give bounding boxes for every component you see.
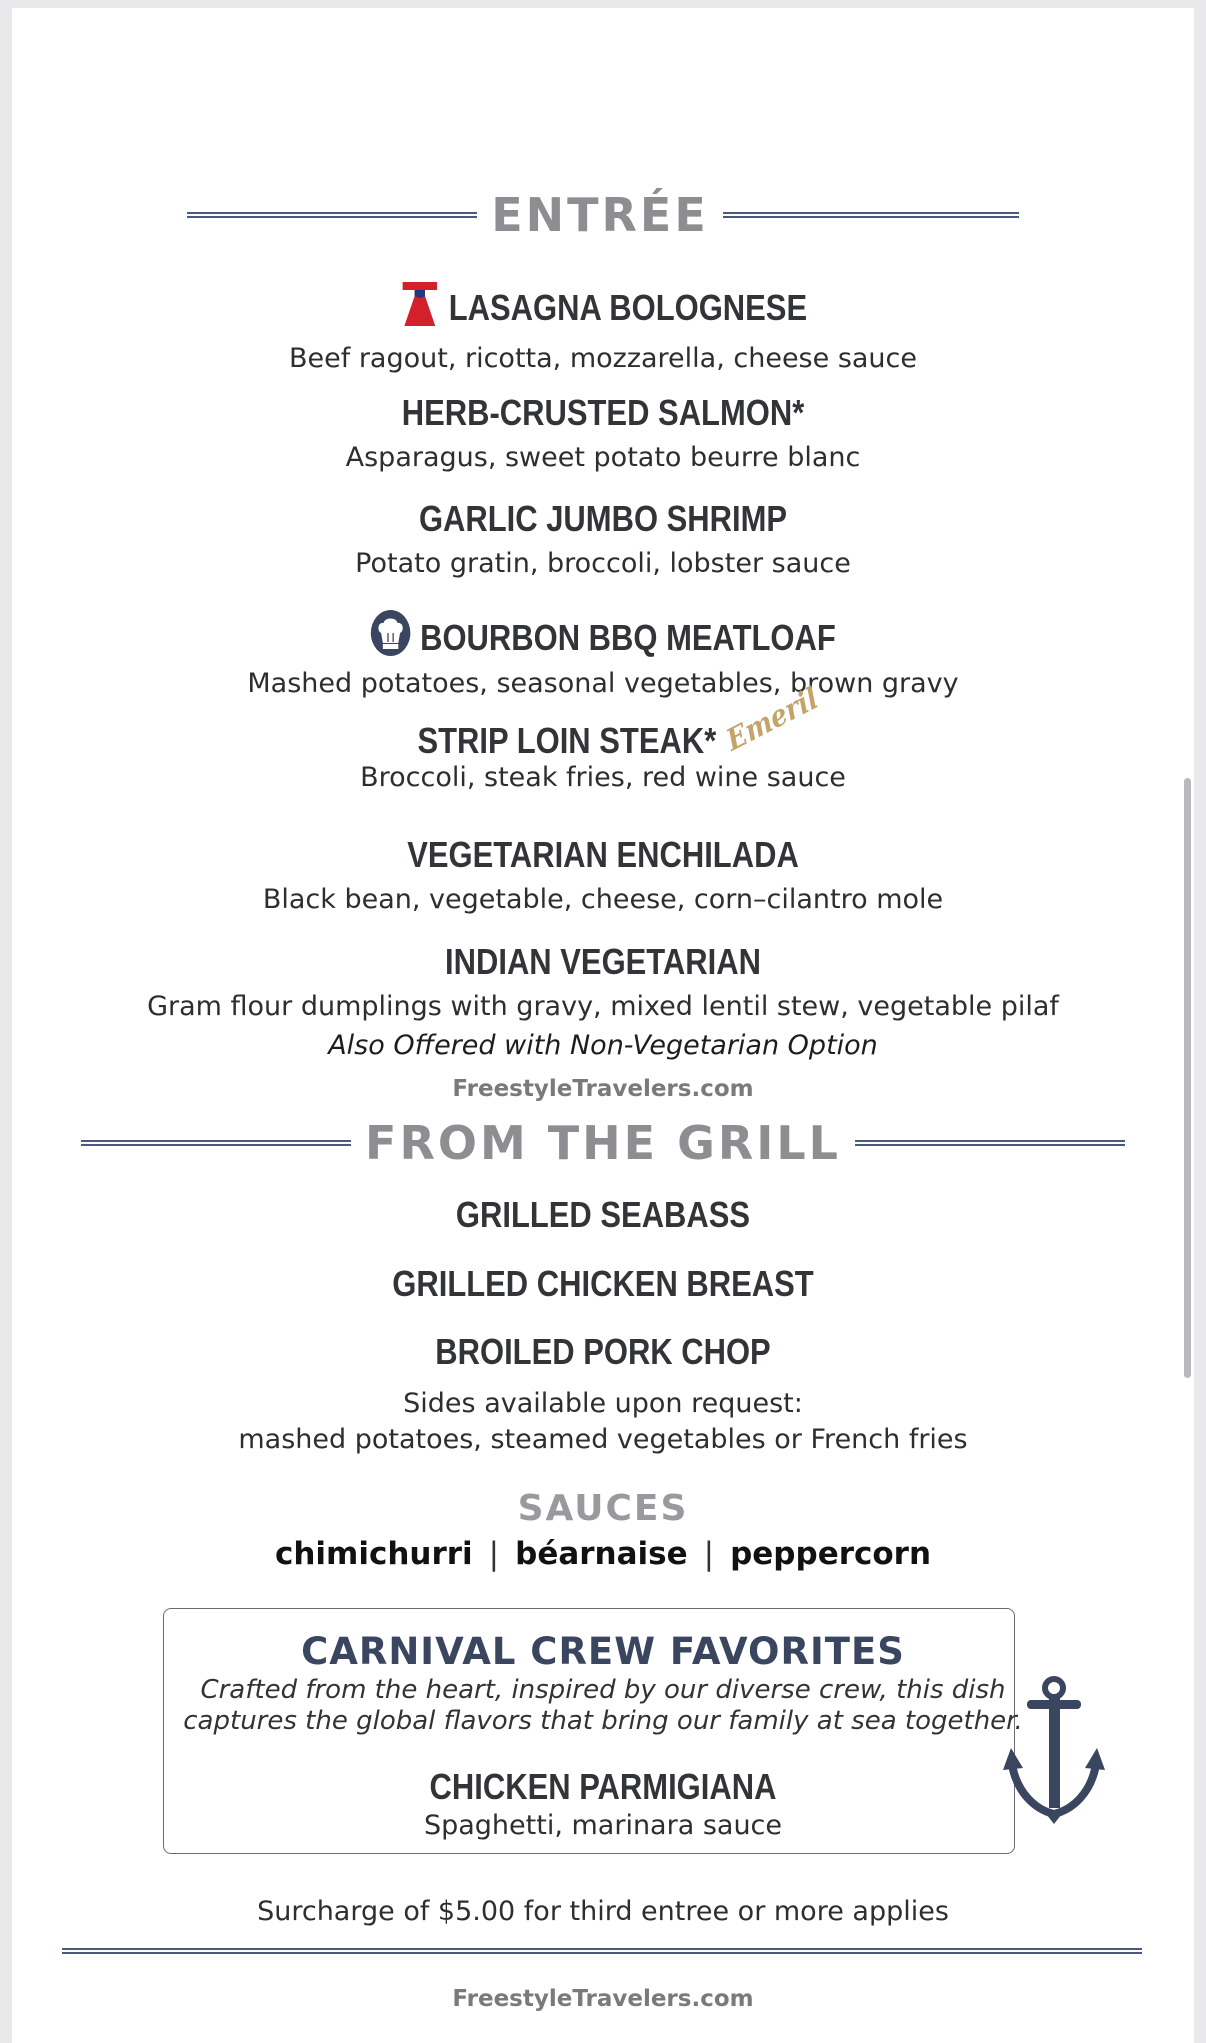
sauces-list — [12, 1536, 1194, 1572]
crew-description-line-2: captures the global flavors that bring our family at sea together. — [183, 1706, 1023, 1736]
watermark-text: FreestyleTravelers.com — [452, 1076, 754, 1102]
watermark-text: FreestyleTravelers.com — [452, 1986, 754, 2012]
dish-name: STRIP LOIN STEAK* — [417, 720, 717, 761]
dish-name: GARLIC JUMBO SHRIMP — [418, 498, 788, 539]
crew-title: CARNIVAL CREW FAVORITES — [301, 1630, 905, 1673]
sauces-title: SAUCES — [517, 1488, 689, 1529]
dish-description: Potato gratin, broccoli, lobster sauce — [355, 548, 851, 579]
dish-name: VEGETARIAN ENCHILADA — [407, 834, 799, 875]
carnival-funnel-icon — [399, 276, 440, 339]
grill-title: FROM THE GRILL — [365, 1116, 841, 1170]
bottom-divider — [62, 1948, 1142, 1954]
svg-text:Emeril: Emeril — [721, 679, 823, 758]
dish-indian-vegetarian — [12, 941, 1194, 1061]
dish-description: Asparagus, sweet potato beurre blanc — [345, 442, 861, 473]
scrollbar-thumb[interactable] — [1184, 778, 1191, 1378]
grill-item: BROILED PORK CHOP — [435, 1331, 771, 1372]
dish-salmon — [12, 392, 1194, 473]
grill-section-header — [12, 1116, 1194, 1170]
dish-enchilada — [12, 834, 1194, 915]
sauce-separator: | — [703, 1536, 715, 1572]
menu-page — [12, 8, 1194, 2043]
sauce-item: béarnaise — [515, 1536, 688, 1572]
emeril-signature-logo — [720, 679, 823, 761]
dish-description: Broccoli, steak fries, red wine sauce — [360, 762, 846, 793]
surcharge-note: Surcharge of $5.00 for third entree or more applies — [257, 1896, 949, 1927]
left-divider — [81, 1140, 351, 1146]
sauce-separator: | — [488, 1536, 500, 1572]
sides-line-2: mashed potatoes, steamed vegetables or French fries — [238, 1424, 968, 1455]
right-divider — [723, 212, 1019, 218]
dish-name: BOURBON BBQ MEATLOAF — [420, 616, 836, 658]
grill-item: GRILLED SEABASS — [455, 1194, 751, 1235]
scrollbar[interactable] — [1180, 8, 1194, 2043]
left-divider — [187, 212, 477, 218]
dish-name: INDIAN VEGETARIAN — [445, 941, 761, 982]
dish-note: Also Offered with Non-Vegetarian Option — [328, 1030, 878, 1061]
dish-description: Mashed potatoes, seasonal vegetables, brown gravy — [247, 668, 959, 699]
dish-description: Beef ragout, ricotta, mozzarella, cheese sauce — [288, 343, 917, 374]
entree-title: ENTRÉE — [491, 188, 709, 242]
grill-item: GRILLED CHICKEN BREAST — [392, 1263, 814, 1304]
right-divider — [855, 1140, 1125, 1146]
dish-name: LASAGNA BOLOGNESE — [448, 286, 808, 328]
crew-dish-name: CHICKEN PARMIGIANA — [429, 1766, 777, 1807]
dish-description: Black bean, vegetable, cheese, corn–cilantro mole — [262, 884, 944, 915]
anchor-icon — [997, 1676, 1127, 1831]
dish-name: HERB-CRUSTED SALMON* — [401, 392, 805, 433]
sauce-item: peppercorn — [730, 1536, 932, 1572]
chef-hat-icon — [370, 609, 411, 666]
sides-line-1: Sides available upon request: — [403, 1388, 803, 1419]
dish-lasagna — [12, 276, 1194, 374]
dish-description: Gram flour dumplings with gravy, mixed lentil stew, vegetable pilaf — [147, 991, 1059, 1022]
crew-dish-description: Spaghetti, marinara sauce — [423, 1810, 783, 1841]
sauce-item: chimichurri — [274, 1536, 473, 1572]
dish-meatloaf — [12, 609, 1194, 699]
dish-shrimp — [12, 498, 1194, 579]
crew-description-line-1: Crafted from the heart, inspired by our diverse crew, this dish — [200, 1675, 1006, 1705]
entree-section-header — [12, 188, 1194, 242]
